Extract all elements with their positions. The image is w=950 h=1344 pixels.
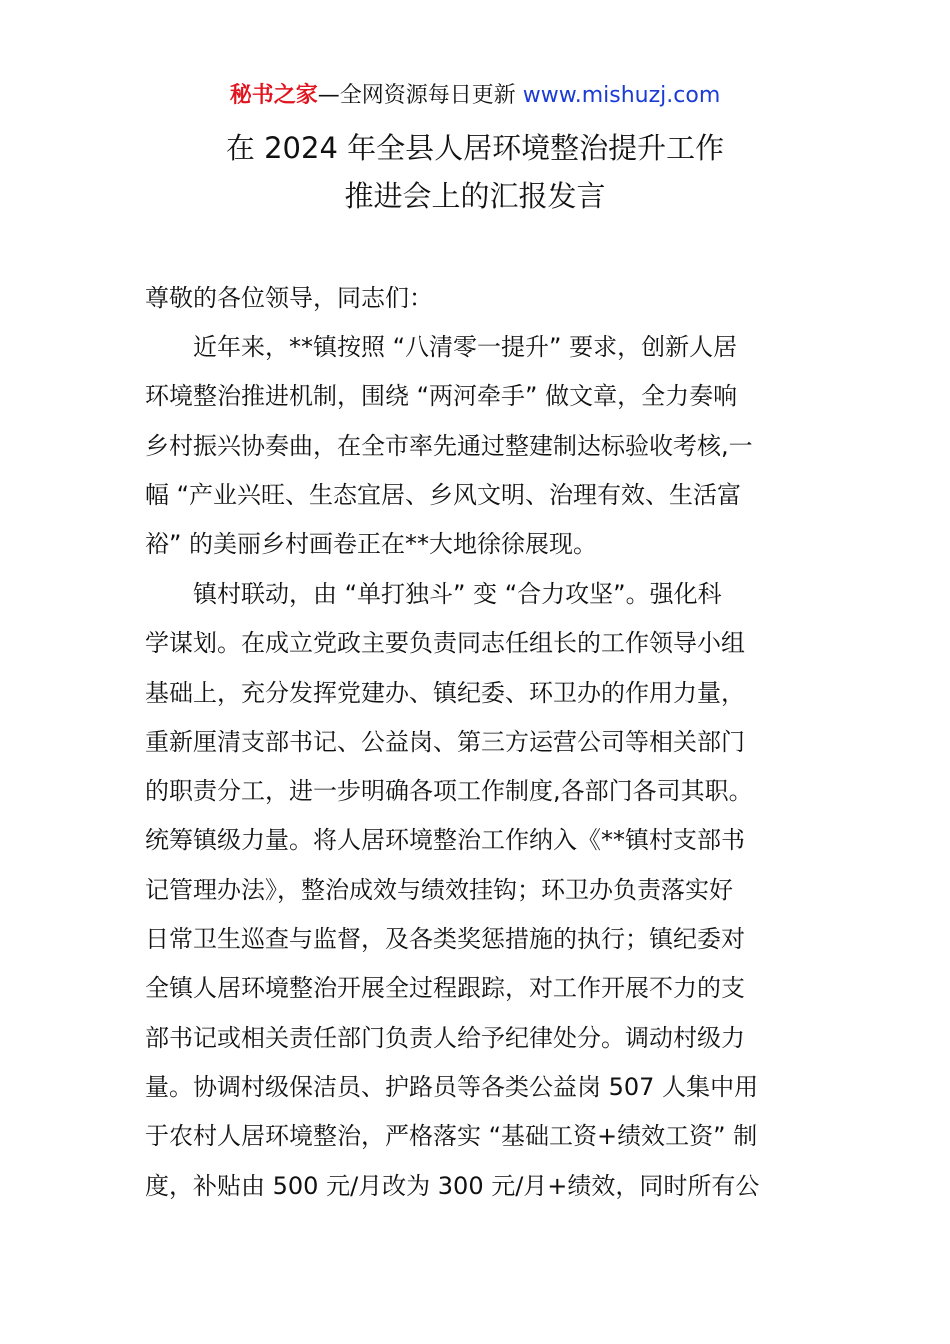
paragraph-line: 乡村振兴协奏曲，在全市率先通过整建制达标验收考核,一 xyxy=(145,431,753,460)
paragraph-line: 镇村联动，由 “单打独斗” 变 “合力攻坚”。强化科 xyxy=(193,580,722,608)
site-header xyxy=(0,80,950,112)
paragraph-2 xyxy=(145,576,807,1217)
paragraph-1 xyxy=(145,329,807,575)
site-url-link[interactable]: www.mishuzj.com xyxy=(522,83,721,108)
paragraph-line: 的职责分工，进一步明确各项工作制度,各部门各司其职。 xyxy=(145,777,753,806)
document-title-line-2: 推进会上的汇报发言 xyxy=(344,179,606,213)
paragraph-line: 记管理办法》，整治成效与绩效挂钩；环卫办负责落实好 xyxy=(145,875,733,904)
paragraph-line: 重新厘清支部书记、公益岗、第三方运营公司等相关部门 xyxy=(145,727,745,756)
paragraph-line: 幅 “产业兴旺、生态宜居、乡风文明、治理有效、生活富 xyxy=(145,480,742,509)
paragraph-line: 度，补贴由 500 元/月改为 300 元/月+绩效，同时所有公 xyxy=(145,1171,760,1200)
paragraph-line: 日常卫生巡查与监督，及各类奖惩措施的执行；镇纪委对 xyxy=(145,925,745,954)
header-tagline: —全网资源每日更新 xyxy=(317,83,523,108)
paragraph-line: 学谋划。在成立党政主要负责同志任组长的工作领导小组 xyxy=(145,629,745,658)
paragraph-line: 统筹镇级力量。将人居环境整治工作纳入《**镇村支部书 xyxy=(145,826,745,855)
paragraph-line: 环境整治推进机制，围绕 “两河牵手” 做文章，全力奏响 xyxy=(145,382,738,411)
paragraph-line: 近年来，**镇按照 “八清零一提升” 要求，创新人居 xyxy=(193,333,738,361)
paragraph-line: 部书记或相关责任部门负责人给予纪律处分。调动村级力 xyxy=(145,1023,745,1052)
salutation: 尊敬的各位领导，同志们： xyxy=(145,284,433,312)
paragraph-line: 量。协调村级保洁员、护路员等各类公益岗 507 人集中用 xyxy=(145,1072,759,1101)
paragraph-line: 基础上，充分发挥党建办、镇纪委、环卫办的作用力量， xyxy=(145,678,745,707)
paragraph-line: 裕” 的美丽乡村画卷正在**大地徐徐展现。 xyxy=(145,530,598,559)
paragraph-line: 于农村人居环境整治，严格落实 “基础工资+绩效工资” 制 xyxy=(145,1122,758,1151)
paragraph-line: 全镇人居环境整治开展全过程跟踪，对工作开展不力的支 xyxy=(145,974,745,1003)
document-title-line-1: 在 2024 年全县人居环境整治提升工作 xyxy=(225,131,725,165)
brand-name: 秘书之家 xyxy=(229,83,318,108)
